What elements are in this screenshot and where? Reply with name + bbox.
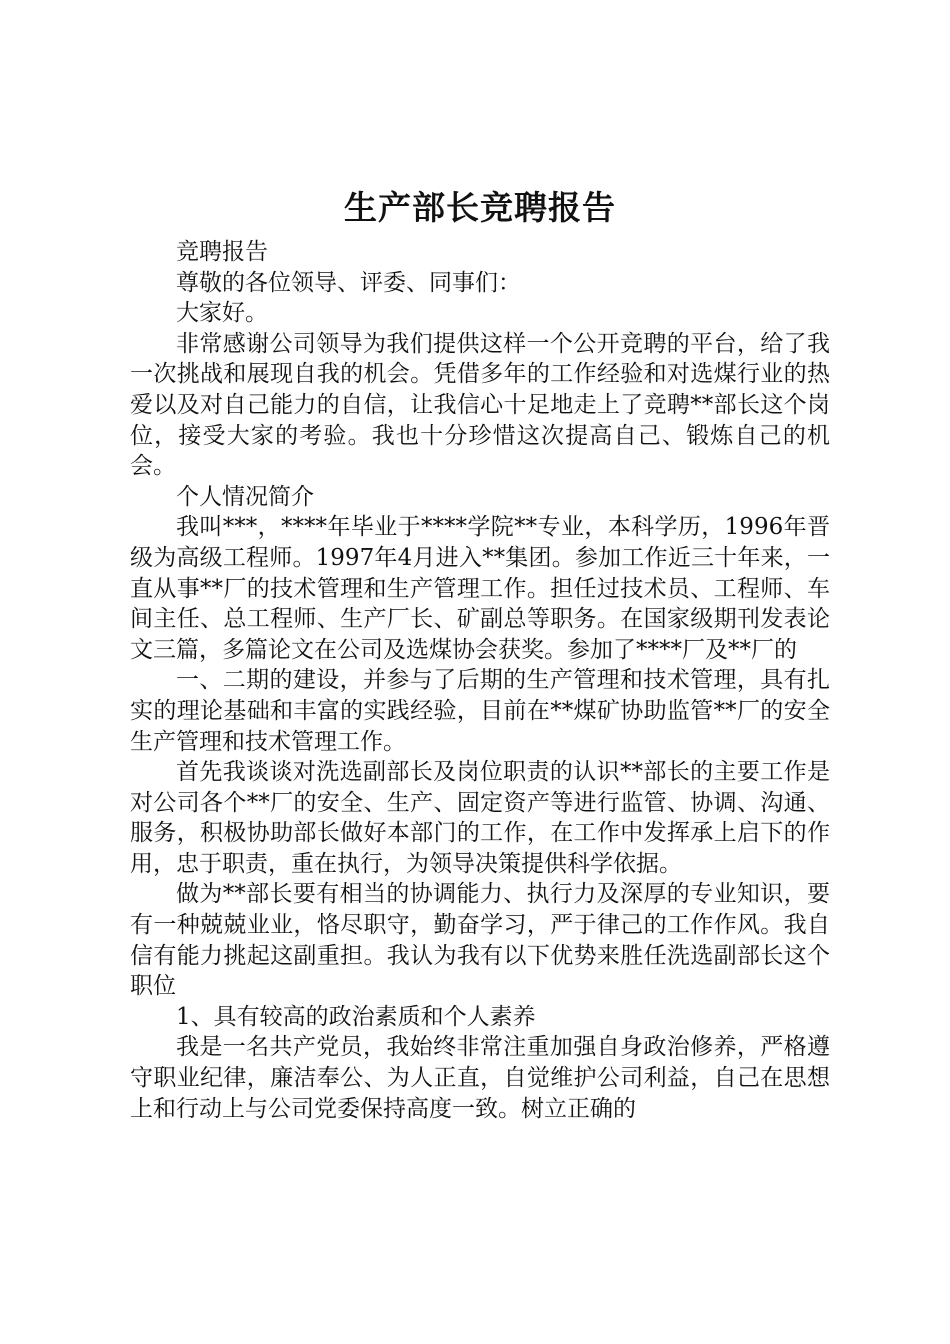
paragraph-section-heading-profile: 个人情况简介 <box>176 483 314 510</box>
paragraph-political-quality: 我是一名共产党员，我始终非常注重加强自身政治修养，严格遵守职业纪律，廉洁奉公、为人正直，自觉维护公司利益，自己在思想上和行动上与公司党委保持高度一致。树立正确的 <box>130 1034 830 1122</box>
paragraph-experience: 一、二期的建设，并参与了后期的生产管理和技术管理，具有扎实的理论基础和丰富的实践经验，目前在**煤矿协助监管**厂的安全生产管理和技术管理工作。 <box>130 667 830 755</box>
paragraph-report-heading: 竞聘报告 <box>176 239 268 265</box>
paragraph-intro: 非常感谢公司领导为我们提供这样一个公开竞聘的平台，给了我一次挑战和展现自我的机会。凭借多年的工作经验和对选煤行业的热爱以及对自己能力的自信，让我信心十足地走上了竞聘**部长这个岗位，接受大家的考验。我也十分珍惜这次提高自己、锻炼自己的机会。 <box>130 330 830 480</box>
document-title: 生产部长竞聘报告 <box>344 188 616 227</box>
paragraph-requirements: 做为**部长要有相当的协调能力、执行力及深厚的专业知识，要有一种兢兢业业，恪尽职守，勤奋学习，严于律己的工作作风。我自信有能力挑起这副重担。我认为我有以下优势来胜任洗选副部长这个职位 <box>130 881 830 1000</box>
paragraph-greeting: 大家好。 <box>176 300 268 327</box>
paragraph-salutation: 尊敬的各位领导、评委、同事们： <box>176 269 521 296</box>
paragraph-subheading-1: 1、具有较高的政治素质和个人素养 <box>176 1003 536 1030</box>
document-body <box>130 237 830 1124</box>
paragraph-role-understanding: 首先我谈谈对洗选副部长及岗位职责的认识**部长的主要工作是对公司各个**厂的安全、生产、固定资产等进行监管、协调、沟通、服务，积极协助部长做好本部门的工作，在工作中发挥承上启下的作用，忠于职责，重在执行，为领导决策提供科学依据。 <box>130 759 830 877</box>
paragraph-profile: 我叫***，****年毕业于****学院**专业，本科学历，1996年晋级为高级工程师。1997年4月进入**集团。参加工作近三十年来，一直从事**厂的技术管理和生产管理工作。担任过技术员、工程师、车间主任、总工程师、生产厂长、矿副总等职务。在国家级期刊发表论文三篇，多篇论文在公司及选煤协会获奖。参加了****厂及**厂的 <box>130 514 830 663</box>
